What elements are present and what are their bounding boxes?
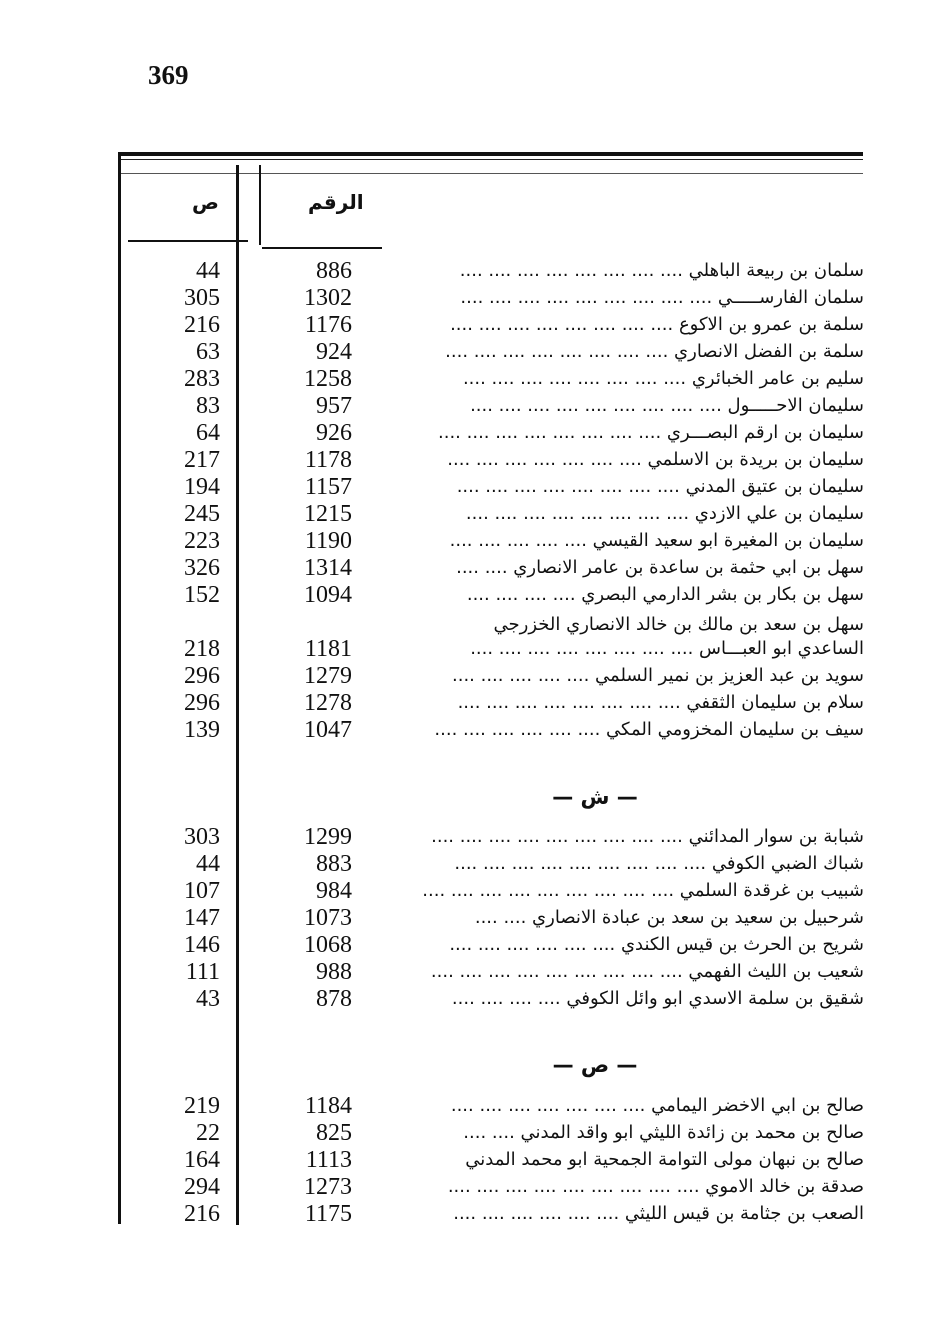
table-row [0, 690, 938, 717]
entry-number: 1068 [304, 932, 352, 958]
page-ref: 216 [184, 1201, 220, 1227]
entry-number: 1278 [304, 690, 352, 716]
entry-number: 1314 [304, 555, 352, 581]
entry-name: شرحبيل بن سعيد بن سعد بن عبادة الانصاري .... .... [474, 907, 864, 928]
table-row [0, 1120, 938, 1147]
entry-number: 825 [316, 1120, 352, 1146]
page-ref: 83 [196, 393, 220, 419]
entry-number: 926 [316, 420, 352, 446]
table-row [0, 339, 938, 366]
entry-number: 1175 [304, 1201, 352, 1227]
page-ref: 44 [196, 851, 220, 877]
entry-name: سيف بن سليمان المخزومي المكي .... .... .... .... .... .... [434, 719, 864, 740]
page-ref: 303 [184, 824, 220, 850]
entry-number: 1176 [304, 312, 352, 338]
entry-number: 924 [316, 339, 352, 365]
table-row [0, 717, 938, 744]
page-ref: 296 [184, 690, 220, 716]
page-ref: 146 [184, 932, 220, 958]
entry-name: سلمة بن الفضل الانصاري .... .... .... .... .... .... .... .... [445, 341, 864, 362]
page-ref: 283 [184, 366, 220, 392]
entry-name: سليمان بن ارقم البصـــري .... .... .... .... .... .... .... .... [438, 422, 864, 443]
table-row [0, 1093, 938, 1120]
entry-number: 1047 [304, 717, 352, 743]
entry-name: سهل بن ابي حثمة بن ساعدة بن عامر الانصاري .... .... [456, 557, 864, 578]
entry-number: 984 [316, 878, 352, 904]
entry-number: 883 [316, 851, 352, 877]
entry-name: شباك الضبي الكوفي .... .... .... .... .... .... .... .... .... [454, 853, 864, 874]
table-row [0, 312, 938, 339]
table-row [0, 932, 938, 959]
page-ref: 217 [184, 447, 220, 473]
table-row [0, 663, 938, 690]
page-ref: 152 [184, 582, 220, 608]
table-row [0, 582, 938, 609]
entry-number: 1279 [304, 663, 352, 689]
entry-number: 886 [316, 258, 352, 284]
entry-name: شبيب بن غرقدة السلمي .... .... .... .... .... .... .... .... .... [422, 880, 864, 901]
page-ref: 111 [185, 959, 220, 985]
page-ref: 147 [184, 905, 220, 931]
table-row [0, 501, 938, 528]
entry-number: 1302 [304, 285, 352, 311]
entry-name: سليمان الاحـــــول .... .... .... .... .... .... .... .... .... [470, 395, 864, 416]
entry-name: شريح بن الحرث بن قيس الكندي .... .... .... .... .... .... [449, 934, 864, 955]
page-ref: 305 [184, 285, 220, 311]
page-ref: 294 [184, 1174, 220, 1200]
entry-number: 1190 [304, 528, 352, 554]
table-row [0, 905, 938, 932]
entry-number: 1273 [304, 1174, 352, 1200]
page-ref: 44 [196, 258, 220, 284]
table-row [0, 393, 938, 420]
entry-number: 1073 [304, 905, 352, 931]
page-ref: 63 [196, 339, 220, 365]
table-row [0, 474, 938, 501]
entry-number: 1178 [304, 447, 352, 473]
table-row [0, 1174, 938, 1201]
entry-number: 1181 [304, 636, 352, 662]
entry-name: سليمان بن بريدة بن الاسلمي .... .... .... .... .... .... .... [447, 449, 864, 470]
entry-name: شقيق بن سلمة الاسدي ابو وائل الكوفي .... .... .... .... [451, 988, 864, 1009]
page-ref: 107 [184, 878, 220, 904]
table-row [0, 366, 938, 393]
page-number: 369 [148, 60, 189, 90]
entry-name: سلام بن سليمان الثقفي .... .... .... .... .... .... .... .... [457, 692, 864, 713]
entry-number: 1094 [304, 582, 352, 608]
entry-name: صدقة بن خالد الاموي .... .... .... .... .... .... .... .... .... [447, 1176, 864, 1197]
entry-name: سليمان بن المغيرة ابو سعيد القيسي .... .... .... .... .... [449, 530, 864, 551]
entry-number: 1299 [304, 824, 352, 850]
table-row [0, 420, 938, 447]
number-column-header: الرقم [308, 190, 364, 214]
entry-name: سلمان الفارســـــي .... .... .... .... .... .... .... .... .... [460, 287, 864, 308]
section-heading-shin: — ش — [552, 785, 638, 809]
page-ref: 22 [196, 1120, 220, 1146]
page-ref: 43 [196, 986, 220, 1012]
table-row [0, 258, 938, 285]
entry-name: سليمان بن علي الازدي .... .... .... .... .... .... .... .... [465, 503, 864, 524]
page-ref: 218 [184, 636, 220, 662]
page-ref: 223 [184, 528, 220, 554]
table-row [0, 986, 938, 1013]
entry-number: 1113 [305, 1147, 352, 1173]
page-ref: 194 [184, 474, 220, 500]
entry-number: 1215 [304, 501, 352, 527]
table-row [0, 636, 938, 663]
page-ref: 326 [184, 555, 220, 581]
entry-number: 957 [316, 393, 352, 419]
entry-name: سلمان بن ربيعة الباهلي .... .... .... .... .... .... .... .... [459, 260, 864, 281]
entry-name: صالح بن ابي الاخضر اليمامي .... .... .... .... .... .... .... [450, 1095, 864, 1116]
page-ref: 164 [184, 1147, 220, 1173]
entry-name: صالح بن نبهان مولى التوامة الجمحية ابو محمد المدني [465, 1149, 864, 1170]
entry-name: شبابة بن سوار المدائني .... .... .... .... .... .... .... .... .... [431, 826, 864, 847]
table-row [0, 555, 938, 582]
section-heading-sad: — ص — [552, 1053, 638, 1077]
entry-name: صالح بن محمد بن زائدة الليثي ابو واقد المدني .... .... [463, 1122, 864, 1143]
table-row [0, 959, 938, 986]
entry-name: سهل بن سعد بن مالك بن خالد الانصاري الخزرجي [493, 614, 864, 635]
table-row [0, 824, 938, 851]
entry-number: 988 [316, 959, 352, 985]
table-row [0, 1201, 938, 1228]
entry-number: 1258 [304, 366, 352, 392]
table-row [0, 1147, 938, 1174]
entry-name: سويد بن عبد العزيز بن نمير السلمي .... .... .... .... .... [452, 665, 864, 686]
entry-name: سليم بن عامر الخبائري .... .... .... .... .... .... .... .... [462, 368, 864, 389]
entry-number: 1184 [304, 1093, 352, 1119]
table-row [0, 447, 938, 474]
entry-name: الصعب بن جثامة بن قيس الليثي .... .... .... .... .... .... [453, 1203, 864, 1224]
entry-name: سلمة بن عمرو بن الاكوع .... .... .... .... .... .... .... .... [450, 314, 864, 335]
page-ref: 64 [196, 420, 220, 446]
entry-name: الساعدي ابو العبـــاس .... .... .... .... .... .... .... .... [470, 638, 864, 659]
table-row [0, 851, 938, 878]
page-ref: 216 [184, 312, 220, 338]
page-ref: 139 [184, 717, 220, 743]
page-column-header: ص [192, 190, 219, 214]
entry-number: 878 [316, 986, 352, 1012]
page-ref: 245 [184, 501, 220, 527]
page-ref: 219 [184, 1093, 220, 1119]
table-row [0, 612, 938, 639]
entry-number: 1157 [304, 474, 352, 500]
table-row [0, 528, 938, 555]
page-ref: 296 [184, 663, 220, 689]
entry-name: سليمان بن عتيق المدني .... .... .... .... .... .... .... .... [456, 476, 864, 497]
table-row [0, 878, 938, 905]
entry-name: سهل بن بكار بن بشر الدارمي البصري .... .... .... .... [466, 584, 864, 605]
entry-name: شعيب بن الليث الفهمي .... .... .... .... .... .... .... .... .... [430, 961, 864, 982]
table-row [0, 285, 938, 312]
